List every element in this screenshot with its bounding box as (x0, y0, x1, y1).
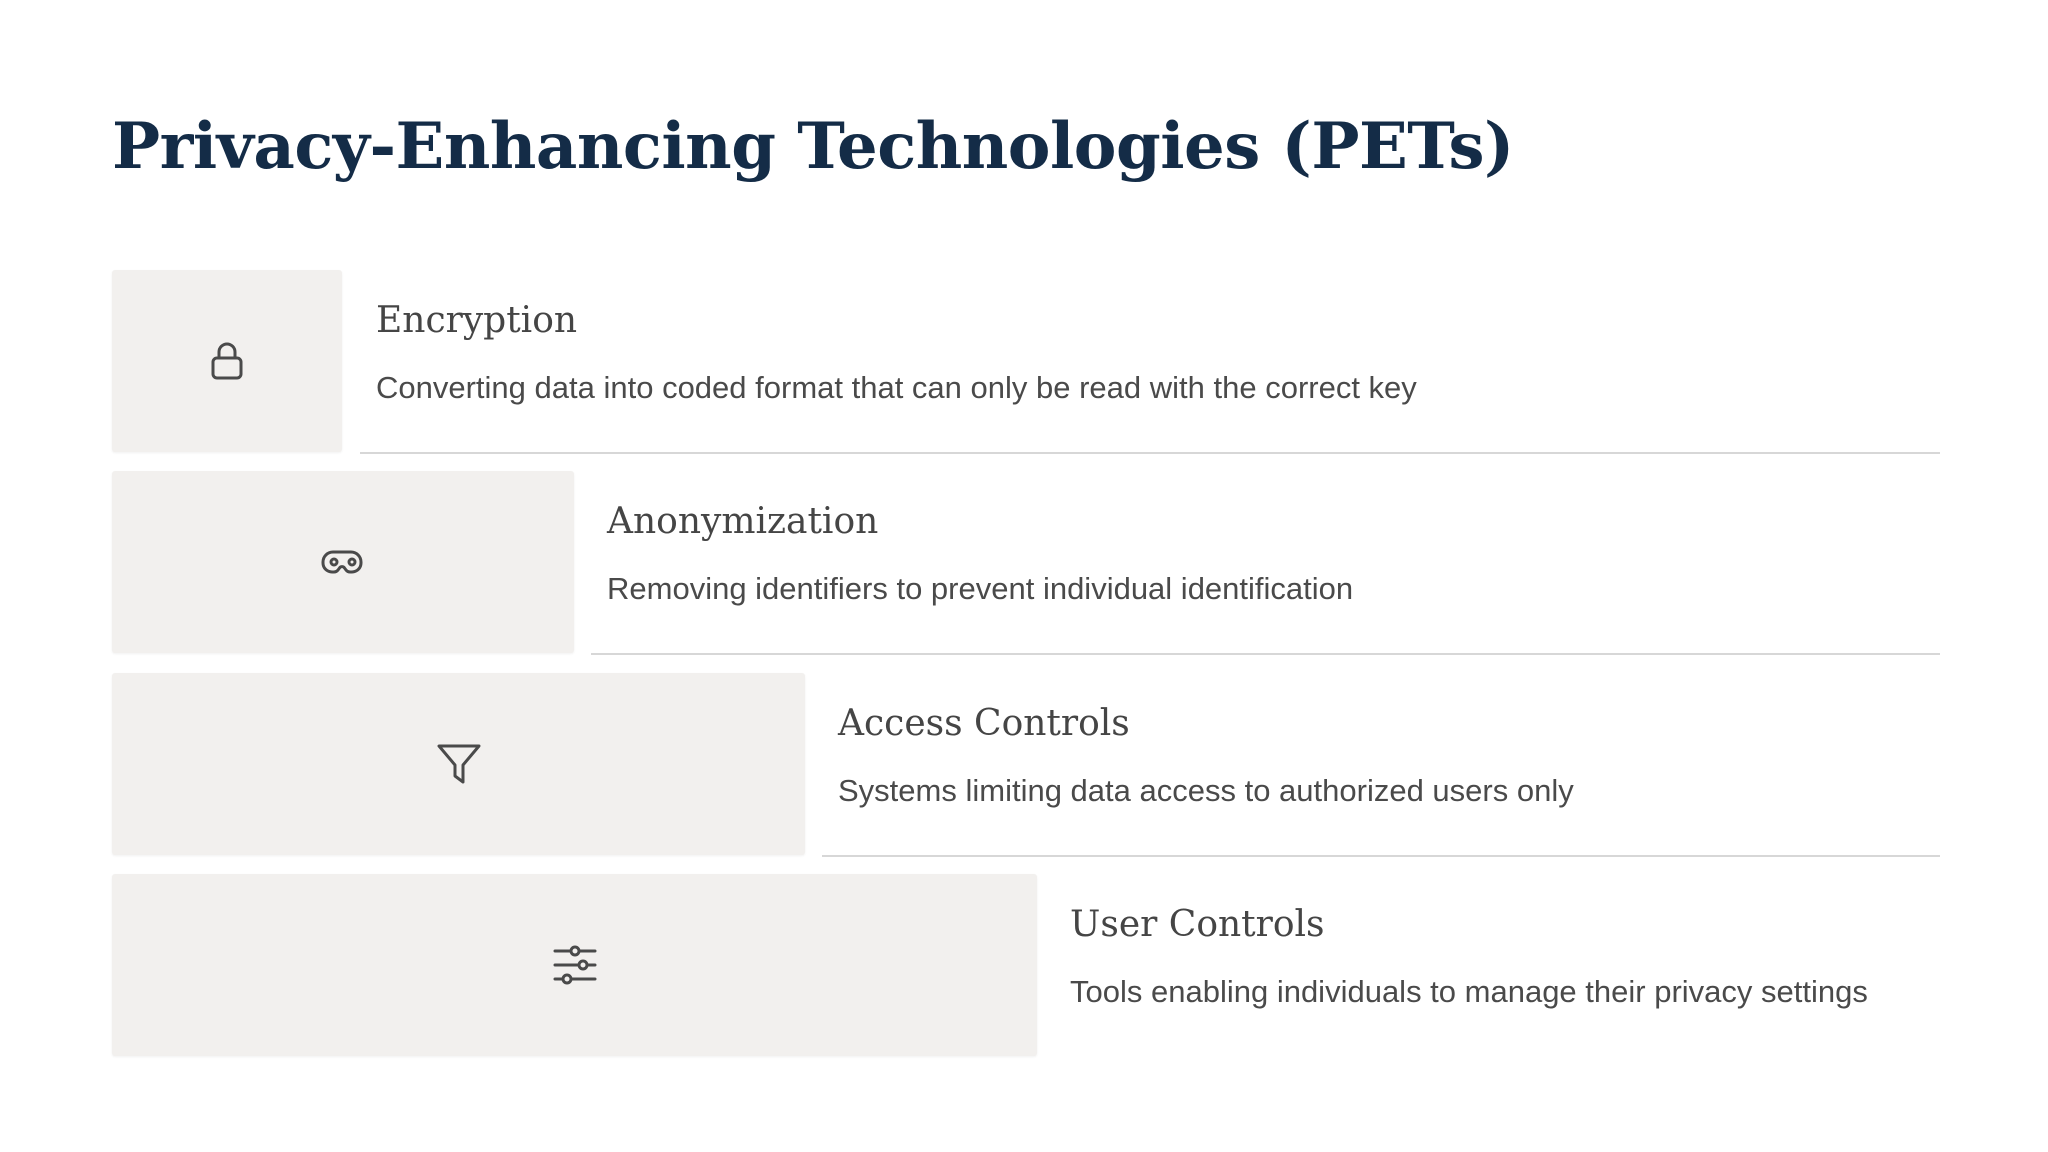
list-item-access-controls (0, 673, 2048, 859)
mask-icon (319, 538, 367, 586)
item-text (1070, 874, 1940, 1056)
item-description: Tools enabling individuals to manage their privacy settings (1070, 974, 1868, 1009)
item-text (838, 673, 1940, 855)
item-title: User Controls (1070, 904, 1325, 945)
icon-box (112, 270, 342, 452)
divider (591, 653, 1940, 655)
icon-box (112, 673, 805, 855)
item-text (376, 270, 1940, 452)
divider (822, 855, 1940, 857)
item-title: Anonymization (607, 501, 879, 542)
sliders-icon (551, 941, 599, 989)
item-text (607, 471, 1940, 653)
list-item-encryption (0, 270, 2048, 456)
item-title: Access Controls (838, 703, 1130, 744)
page-title: Privacy-Enhancing Technologies (PETs) (112, 109, 1514, 184)
divider (360, 452, 1940, 454)
item-description: Converting data into coded format that can only be read with the correct key (376, 370, 1417, 405)
filter-icon (435, 740, 483, 788)
list-item-user-controls (0, 874, 2048, 1060)
list-item-anonymization (0, 471, 2048, 657)
item-title: Encryption (376, 300, 578, 341)
item-description: Systems limiting data access to authorized users only (838, 773, 1574, 808)
lock-icon (203, 337, 251, 385)
icon-box (112, 471, 574, 653)
item-description: Removing identifiers to prevent individual identification (607, 571, 1354, 606)
icon-box (112, 874, 1037, 1056)
